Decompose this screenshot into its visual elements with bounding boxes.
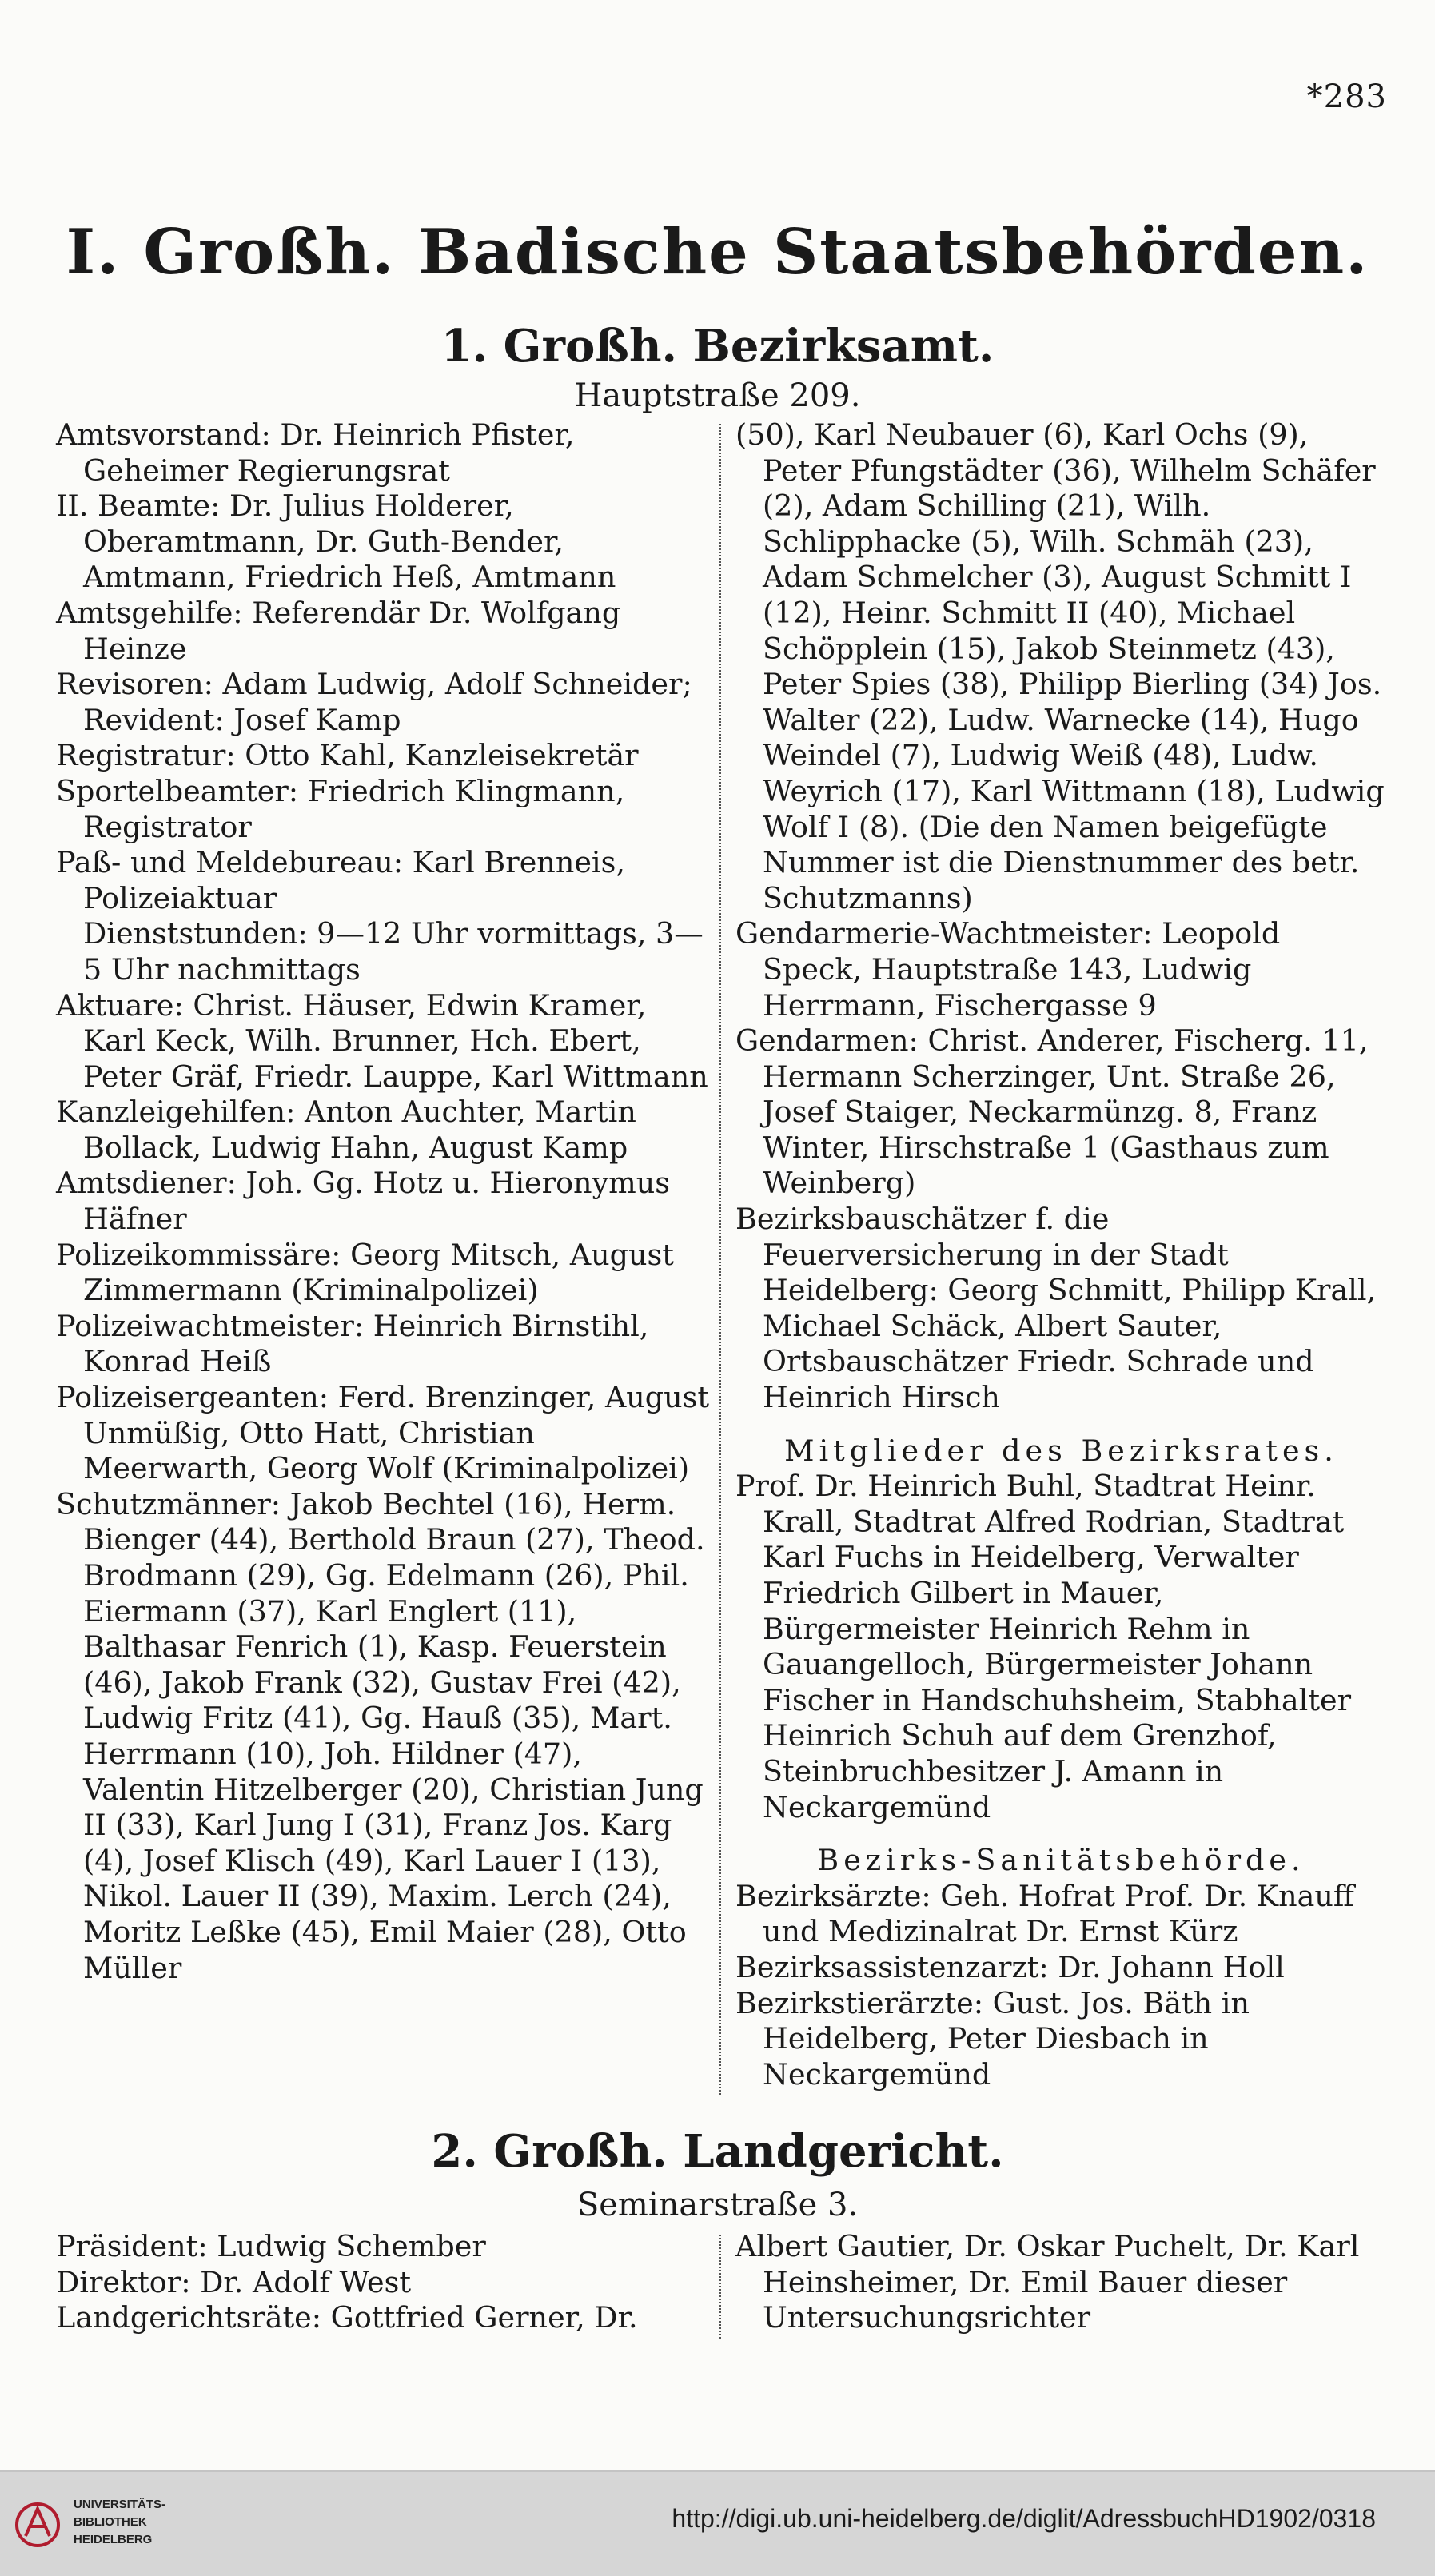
column-divider-2 — [719, 2235, 721, 2339]
main-title: I. Großh. Badische Staatsbehörden. — [66, 216, 1369, 289]
entry-polizeisergeanten: Polizeisergeanten: Ferd. Brenzinger, August Unmüßig, Otto Hatt, Christian Meerwarth, Georg Wolf (Kriminalpolizei) — [56, 1380, 710, 1486]
section-1-heading: 1. Großh. Bezirksamt. — [440, 320, 995, 373]
entry-bezirksaerzte: Bezirksärzte: Geh. Hofrat Prof. Dr. Knauff und Medizinalrat Dr. Ernst Kürz — [735, 1878, 1354, 1949]
column-divider — [719, 424, 721, 2095]
section-1-address: Hauptstraße 209. — [574, 377, 861, 414]
entry-revisoren: Revisoren: Adam Ludwig, Adolf Schneider; Revident: Josef Kamp — [56, 667, 692, 737]
entry-landgerichtsraete: Landgerichtsräte: Gottfried Gerner, Dr. — [56, 2300, 638, 2335]
entry-amtsgehilfe: Amtsgehilfe: Referendär Dr. Wolfgang Heinze — [56, 595, 621, 666]
section-2-heading: 2. Großh. Landgericht. — [431, 2125, 1004, 2178]
section-1-left-column — [56, 417, 712, 1986]
entry-praesident: Präsident: Ludwig Schember — [56, 2229, 486, 2263]
section-1-right-column — [735, 417, 1387, 2092]
entry-beamte: II. Beamte: Dr. Julius Holderer, Oberamtmann, Dr. Guth-Bender, Amtmann, Friedrich Heß, Amtmann — [56, 488, 616, 595]
entry-sportelbeamter: Sportelbeamter: Friedrich Klingmann, Registrator — [56, 773, 625, 844]
entry-schutzmaenner-cont: (50), Karl Neubauer (6), Karl Ochs (9), Peter Pfungstädter (36), Wilhelm Schäfer (2), Adam Schilling (21), Wilh. Schlipphacke (5), Wilh. Schmäh (23), Adam Schmelcher (3), August Schmitt I (12), Heinr. Schmitt II (40), Michael Schöpplein (15), Jakob Steinmetz (43), Peter Spies (38), Philipp Bierling (34) Jos. Walter (22), Ludw. Warnecke (14), Hugo Weindel (7), Ludwig Weiß (48), Ludw. Weyrich (17), Karl Wittmann (18), Ludwig Wolf I (8). (Die den Namen beigefügte Nummer ist die Dienstnummer des betr. Schutzmanns) — [735, 417, 1385, 915]
library-line: HEIDELBERG — [74, 2533, 153, 2546]
library-name — [74, 2496, 165, 2549]
library-line: UNIVERSITÄTS- — [74, 2498, 166, 2511]
viewer-footer — [0, 2470, 1435, 2576]
council-heading: Mitglieder des Bezirksrates. — [784, 1433, 1338, 1468]
entry-gendarmen: Gendarmen: Christ. Anderer, Fischerg. 11, Hermann Scherzinger, Unt. Straße 26, Josef Staiger, Neckarmünzg. 8, Franz Winter, Hirschstraße 1 (Gasthaus zum Weinberg) — [735, 1023, 1369, 1201]
entry-bezirkstieraerzte: Bezirkstierärzte: Gust. Jos. Bäth in Heidelberg, Peter Diesbach in Neckargemünd — [735, 1985, 1250, 2092]
entry-registratur: Registratur: Otto Kahl, Kanzleisekretär — [56, 738, 639, 773]
entry-aktuare: Aktuare: Christ. Häuser, Edwin Kramer, Karl Keck, Wilh. Brunner, Hch. Ebert, Peter Gräf, Friedr. Lauppe, Karl Wittmann — [56, 987, 708, 1094]
section-2-left-column — [56, 2229, 712, 2336]
section-2-right-column — [735, 2229, 1387, 2336]
section-2-address: Seminarstraße 3. — [576, 2187, 859, 2223]
entry-amtsvorstand: Amtsvorstand: Dr. Heinrich Pfister, Geheimer Regierungsrat — [56, 417, 575, 488]
entry-bezirksbauschaetzer: Bezirksbauschätzer f. die Feuerversicherung in der Stadt Heidelberg: Georg Schmitt, Philipp Krall, Michael Schäck, Albert Sauter, Ortsbauschätzer Friedr. Schrade und Heinrich Hirsch — [735, 1202, 1377, 1415]
entry-schutzmaenner: Schutzmänner: Jakob Bechtel (16), Herm. Bienger (44), Berthold Braun (27), Theod. Brodmann (29), Gg. Edelmann (26), Phil. Eiermann (37), Karl Englert (11), Balthasar Fenrich (1), Kasp. Feuerstein (46), Jakob Frank (32), Gustav Frei (42), Ludwig Fritz (41), Gg. Hauß (35), Mart. Herrmann (10), Joh. Hildner (47), Valentin Hitzelberger (20), Christian Jung II (33), Karl Jung I (31), Franz Jos. Karg (4), Josef Klisch (49), Karl Lauer I (13), Nikol. Lauer II (39), Maxim. Lerch (24), Moritz Leßke (45), Emil Maier (28), Otto Müller — [56, 1486, 705, 1985]
library-line: BIBLIOTHEK — [74, 2515, 147, 2529]
entry-polizeiwachtmeister: Polizeiwachtmeister: Heinrich Birnstihl, Konrad Heiß — [56, 1308, 649, 1379]
health-heading: Bezirks-Sanitätsbehörde. — [817, 1843, 1305, 1878]
entry-council-members: Prof. Dr. Heinrich Buhl, Stadtrat Heinr. Krall, Stadtrat Alfred Rodrian, Stadtrat Karl Fuchs in Heidelberg, Verwalter Friedrich Gilbert in Mauer, Bürgermeister Heinrich Rehm in Gauangelloch, Bürgermeister Johann Fischer in Handschuhsheim, Stabhalter Heinrich Schuh auf dem Grenzhof, Steinbruchbesitzer J. Amann in Neckargemünd — [735, 1469, 1352, 1824]
page-number: *283 — [1306, 78, 1387, 115]
entry-passbureau: Paß- und Meldebureau: Karl Brenneis, Polizeiaktuar — [56, 845, 625, 915]
entry-amtsdiener: Amtsdiener: Joh. Gg. Hotz u. Hieronymus Häfner — [56, 1166, 671, 1237]
entry-kanzleigehilfen: Kanzleigehilfen: Anton Auchter, Martin Bollack, Ludwig Hahn, August Kamp — [56, 1095, 636, 1165]
permalink[interactable]: http://digi.ub.uni-heidelberg.de/diglit/AdressbuchHD1902/0318 — [672, 2504, 1376, 2533]
entry-landgerichtsraete-cont: Albert Gautier, Dr. Oskar Puchelt, Dr. Karl Heinsheimer, Dr. Emil Bauer dieser Untersuchungsrichter — [735, 2229, 1360, 2335]
university-seal-icon — [14, 2486, 61, 2563]
entry-bezirksassistenzarzt: Bezirksassistenzarzt: Dr. Johann Holl — [735, 1949, 1285, 1984]
entry-dienststunden: Dienststunden: 9—12 Uhr vormittags, 3—5 Uhr nachmittags — [83, 916, 704, 987]
entry-gendarmerie-wachtmeister: Gendarmerie-Wachtmeister: Leopold Speck, Hauptstraße 143, Ludwig Herrmann, Fischergasse 9 — [735, 916, 1281, 1023]
entry-polizeikommissaere: Polizeikommissäre: Georg Mitsch, August Zimmermann (Kriminalpolizei) — [56, 1237, 674, 1308]
entry-direktor: Direktor: Dr. Adolf West — [56, 2264, 412, 2299]
